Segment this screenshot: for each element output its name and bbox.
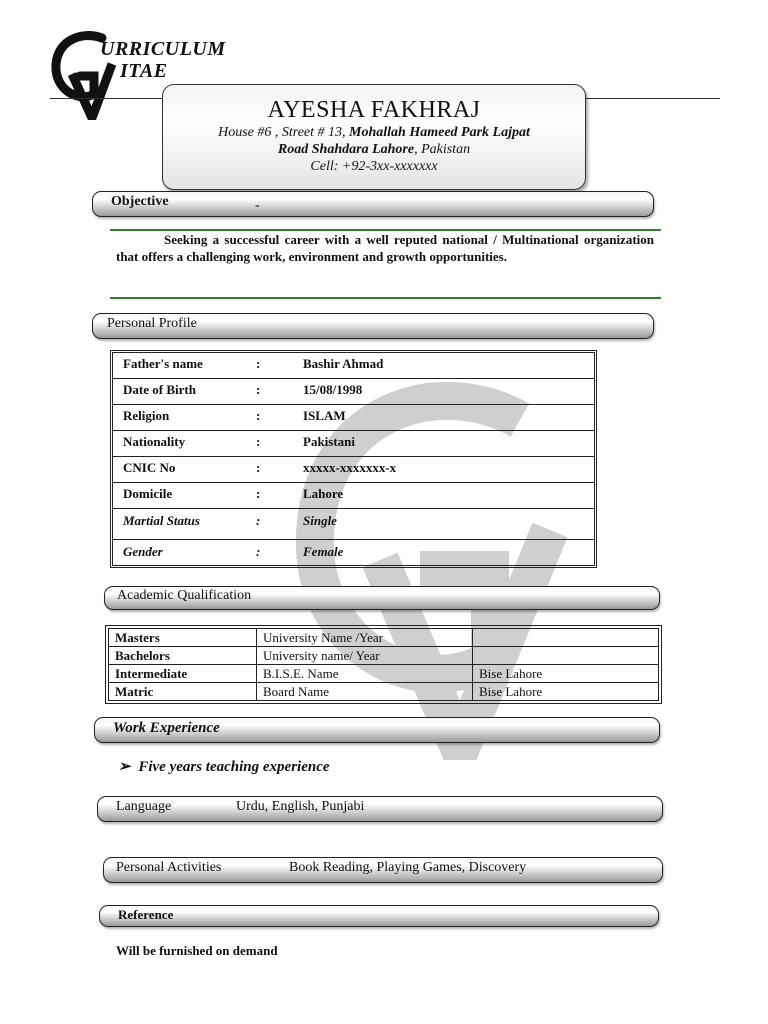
objective-text: Seeking a successful career with a well reputed national / Multinational organization that offers a challenging work, environment and growth opportunities. — [116, 232, 654, 264]
logo-text-curriculum: URRICULUM — [100, 38, 226, 60]
table-row: Matric Board Name Bise Lahore — [109, 683, 659, 701]
personal-activities-heading: Personal Activities — [116, 860, 222, 875]
language-heading: Language — [116, 799, 172, 814]
language-section-bar — [97, 796, 663, 822]
personal-profile-section-bar — [92, 313, 654, 339]
objective-bottom-rule — [110, 297, 661, 299]
reference-section-bar — [99, 905, 659, 927]
work-experience-item: ➢ Five years teaching experience — [118, 759, 330, 775]
personal-activities-value: Book Reading, Playing Games, Discovery — [289, 860, 527, 875]
profile-row: Religion : ISLAM — [113, 405, 594, 431]
objective-section-bar: Objective - — [92, 191, 654, 217]
personal-profile-table — [110, 350, 597, 568]
work-experience-heading: Work Experience — [113, 720, 220, 736]
reference-text: Will be furnished on demand — [116, 943, 278, 958]
profile-row: Nationality : Pakistani — [113, 431, 594, 457]
candidate-name: AYESHA FAKHRAJ — [267, 97, 481, 123]
academic-heading: Academic Qualification — [117, 588, 252, 603]
table-row: Intermediate B.I.S.E. Name Bise Lahore — [109, 665, 659, 683]
name-header-box — [162, 84, 586, 190]
cell-number: Cell: +92-3xx-xxxxxxx — [310, 159, 438, 174]
personal-profile-heading: Personal Profile — [107, 316, 197, 331]
profile-row: CNIC No : xxxxx-xxxxxxx-x — [113, 457, 594, 483]
work-experience-section-bar — [94, 717, 660, 743]
address: House #6 , Street # 13, Mohallah Hameed Park Lajpat Road Shahdara Lahore, Pakistan Cell: +92-3xx-xxxxxxx — [218, 125, 530, 174]
reference-heading: Reference — [118, 907, 174, 922]
profile-row: Date of Birth : 15/08/1998 — [113, 379, 594, 405]
profile-row: Domicile : Lahore — [113, 483, 594, 509]
academic-section-bar — [104, 586, 660, 610]
profile-row: Gender : Female — [123, 544, 344, 559]
personal-activities-section-bar — [103, 857, 663, 883]
arrow-bullet-icon: ➢ — [118, 759, 131, 775]
profile-row: Martial Status : Single — [113, 509, 594, 540]
language-value: Urdu, English, Punjabi — [236, 799, 365, 814]
objective-heading: Objective — [111, 194, 169, 209]
profile-row: Father's name : Bashir Ahmad — [113, 353, 594, 379]
academic-table — [108, 628, 659, 701]
table-row: Masters University Name /Year — [109, 629, 659, 647]
table-row: Bachelors University name/ Year — [109, 647, 659, 665]
logo-text-vitae: ITAE — [120, 60, 168, 82]
